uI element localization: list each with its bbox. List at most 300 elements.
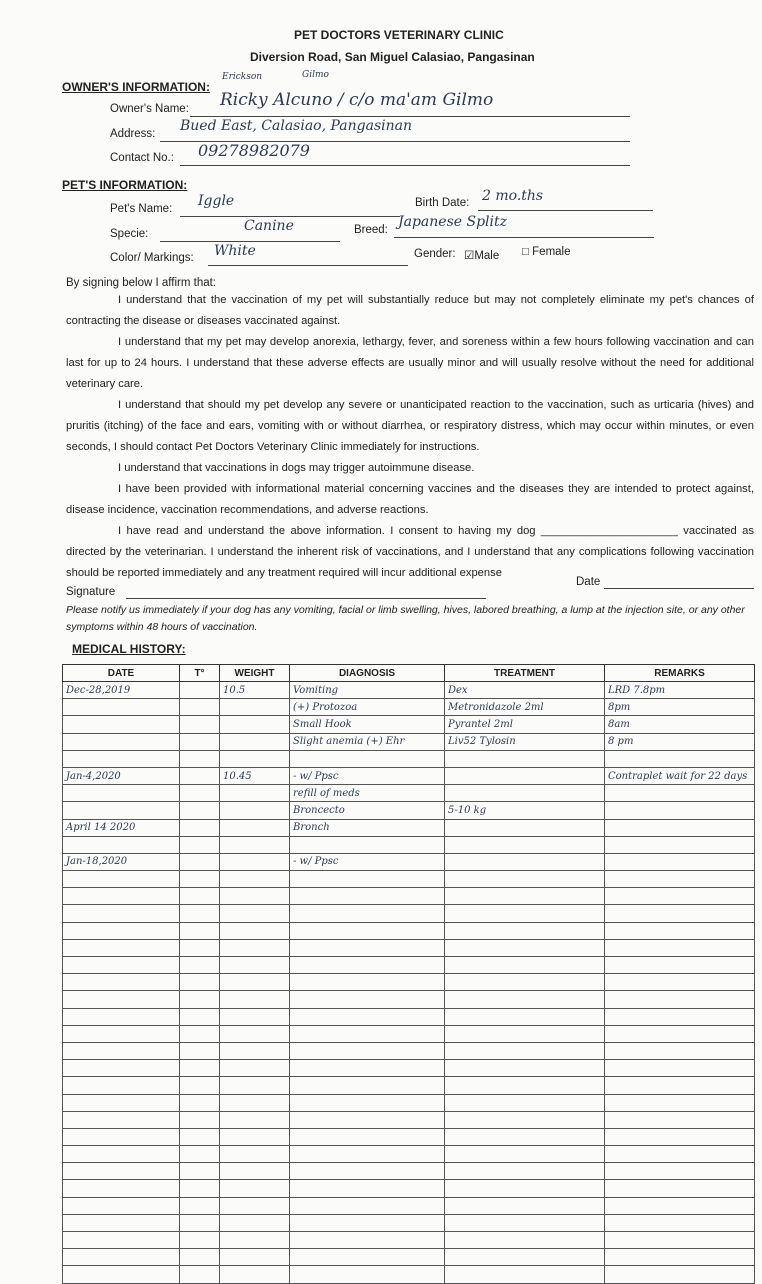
table-row <box>63 819 755 836</box>
history-cell <box>445 1077 605 1094</box>
vaccination-note: Please notify us immediately if your dog has any vomiting, facial or limb swelling, hives, labored breathing, a lump at the injection site, or any other symptoms within 48 hours of vaccination. <box>66 604 745 633</box>
history-cell: Jan-18,2020 <box>63 853 180 870</box>
history-cell <box>63 1146 180 1163</box>
history-cell <box>63 1266 180 1283</box>
table-row <box>63 1214 755 1231</box>
history-cell <box>605 1060 755 1077</box>
history-cell <box>605 1111 755 1128</box>
history-cell <box>290 871 445 888</box>
history-cell <box>445 1163 605 1180</box>
pet-gender-label: Gender: <box>414 248 456 260</box>
history-cell <box>63 1163 180 1180</box>
table-row <box>63 1232 755 1249</box>
history-cell <box>63 974 180 991</box>
history-cell <box>220 853 290 870</box>
history-cell <box>63 922 180 939</box>
history-cell <box>63 750 180 767</box>
history-cell: April 14 2020 <box>63 819 180 836</box>
history-cell <box>220 1025 290 1042</box>
table-row <box>63 767 755 784</box>
signature-line[interactable] <box>126 598 486 599</box>
history-cell <box>180 1008 220 1025</box>
owner-contact-label: Contact No.: <box>110 152 174 164</box>
history-cell <box>605 1266 755 1283</box>
table-row <box>63 785 755 802</box>
history-cell <box>180 1077 220 1094</box>
history-cell: 8pm <box>605 699 755 716</box>
consent-body <box>66 290 754 584</box>
history-cell: Vomiting <box>290 682 445 699</box>
history-cell <box>180 682 220 699</box>
history-cell: Bronch <box>290 819 445 836</box>
history-cell: Jan-4,2020 <box>63 767 180 784</box>
history-cell: 10.5 <box>220 682 290 699</box>
history-cell <box>63 888 180 905</box>
history-cell <box>605 1163 755 1180</box>
history-cell <box>220 785 290 802</box>
history-cell <box>290 1008 445 1025</box>
history-cell <box>180 939 220 956</box>
history-cell <box>220 1094 290 1111</box>
history-cell <box>290 888 445 905</box>
history-cell <box>445 1060 605 1077</box>
history-cell: Dex <box>445 682 605 699</box>
pet-specie-label: Specie: <box>110 228 149 240</box>
table-row <box>63 1094 755 1111</box>
table-row <box>63 1077 755 1094</box>
history-cell <box>220 1163 290 1180</box>
history-cell <box>445 922 605 939</box>
history-cell: 5-10 kg <box>445 802 605 819</box>
table-row <box>63 716 755 733</box>
history-cell <box>290 1111 445 1128</box>
history-cell <box>220 1111 290 1128</box>
history-cell <box>290 957 445 974</box>
history-cell <box>220 1146 290 1163</box>
history-cell <box>220 1197 290 1214</box>
consent-p4: I understand that vaccinations in dogs may trigger autoimmune disease. <box>118 462 475 474</box>
history-cell <box>63 733 180 750</box>
gender-male-option[interactable] <box>464 248 499 262</box>
history-cell <box>220 716 290 733</box>
history-cell <box>290 1163 445 1180</box>
table-row <box>63 922 755 939</box>
table-row <box>63 733 755 750</box>
history-cell <box>445 750 605 767</box>
history-cell <box>220 939 290 956</box>
history-cell <box>290 1180 445 1197</box>
consent-p6-end: vaccinated <box>683 525 737 537</box>
table-row <box>63 836 755 853</box>
history-header-row <box>63 665 755 682</box>
history-header-5: REMARKS <box>605 665 755 682</box>
history-cell <box>445 1008 605 1025</box>
history-cell <box>605 991 755 1008</box>
history-cell: Dec-28,2019 <box>63 682 180 699</box>
history-cell <box>220 699 290 716</box>
history-cell <box>605 819 755 836</box>
history-cell <box>180 871 220 888</box>
history-cell <box>605 888 755 905</box>
table-row <box>63 1266 755 1283</box>
table-row <box>63 853 755 870</box>
history-cell <box>605 802 755 819</box>
table-row <box>63 750 755 767</box>
history-cell <box>220 1077 290 1094</box>
owner-contact-line <box>180 165 630 166</box>
consent-p3: I understand that should my pet develop any severe or unanticipated reaction to the vaccination, such as urticaria (hives) and pruritis (itching) of the face and ears, vomiting with or without diarrhea, or respiratory distress, which may occur within minutes, or even seconds, I should contact Pet Doctors Veterinary Clinic immediately for instructions. <box>66 399 754 453</box>
history-cell: (+) Protozoa <box>290 699 445 716</box>
history-cell <box>220 905 290 922</box>
history-cell <box>290 1042 445 1059</box>
history-cell <box>180 853 220 870</box>
table-row <box>63 1146 755 1163</box>
history-cell <box>180 1197 220 1214</box>
history-cell <box>180 1180 220 1197</box>
history-cell: - w/ Ppsc <box>290 767 445 784</box>
history-cell: Small Hook <box>290 716 445 733</box>
date-label: Date <box>576 576 601 588</box>
history-cell <box>605 922 755 939</box>
medical-history-table <box>62 664 755 1284</box>
history-cell <box>220 733 290 750</box>
history-cell <box>63 957 180 974</box>
history-cell <box>445 957 605 974</box>
history-cell <box>445 1111 605 1128</box>
history-cell <box>220 871 290 888</box>
history-header-1: T° <box>180 665 220 682</box>
history-cell: refill of meds <box>290 785 445 802</box>
consent-intro: By signing below I affirm that: <box>66 277 216 289</box>
signature-label: Signature <box>66 586 116 598</box>
history-cell <box>220 1214 290 1231</box>
history-cell <box>63 1094 180 1111</box>
history-cell <box>605 853 755 870</box>
pet-color-value: White <box>214 243 256 259</box>
history-cell <box>63 1232 180 1249</box>
history-cell <box>445 1266 605 1283</box>
table-row <box>63 1180 755 1197</box>
history-cell <box>445 974 605 991</box>
owner-name-note-1: Erickson <box>222 72 263 82</box>
history-cell <box>180 836 220 853</box>
history-cell: 8 pm <box>605 733 755 750</box>
history-cell <box>445 1128 605 1145</box>
medical-history-title: MEDICAL HISTORY: <box>72 642 186 656</box>
owner-name-label: Owner's Name: <box>110 103 189 115</box>
pet-name-label: Pet's Name: <box>110 203 173 215</box>
history-cell <box>605 1042 755 1059</box>
history-cell <box>220 1232 290 1249</box>
history-cell <box>445 819 605 836</box>
table-row <box>63 1249 755 1266</box>
history-cell <box>220 888 290 905</box>
history-cell <box>605 1180 755 1197</box>
history-cell <box>180 699 220 716</box>
history-cell <box>605 1197 755 1214</box>
history-cell <box>605 1008 755 1025</box>
owner-name-note-2: Gilmo <box>302 70 329 80</box>
table-row <box>63 905 755 922</box>
history-cell <box>605 1094 755 1111</box>
history-cell <box>220 1249 290 1266</box>
history-cell: Pyrantel 2ml <box>445 716 605 733</box>
history-cell <box>220 1128 290 1145</box>
history-cell <box>220 974 290 991</box>
pet-color-line <box>208 265 408 266</box>
history-cell <box>220 802 290 819</box>
history-cell <box>63 802 180 819</box>
history-cell <box>445 836 605 853</box>
gender-female-label: Female <box>532 246 571 258</box>
owner-address-label: Address: <box>110 128 156 140</box>
history-cell <box>605 750 755 767</box>
history-cell <box>220 1008 290 1025</box>
date-line[interactable] <box>604 588 754 589</box>
history-cell <box>290 1077 445 1094</box>
history-cell <box>63 1025 180 1042</box>
table-row <box>63 1111 755 1128</box>
history-cell <box>445 1025 605 1042</box>
history-cell <box>63 1128 180 1145</box>
history-cell <box>445 1232 605 1249</box>
history-cell: 8am <box>605 716 755 733</box>
history-cell <box>220 1266 290 1283</box>
history-cell: LRD 7.8pm <box>605 682 755 699</box>
pet-breed-label: Breed: <box>354 224 388 236</box>
history-cell <box>290 1232 445 1249</box>
checked-box-icon: ☑ <box>464 250 475 262</box>
history-cell <box>605 1232 755 1249</box>
history-cell <box>180 1042 220 1059</box>
consent-p5: I have been provided with informational material concerning vaccines and the diseases they are intended to protect against, disease incidence, vaccination recommendations, and adverse reactions. <box>66 483 754 516</box>
history-cell <box>63 1197 180 1214</box>
pet-birth-line <box>478 210 653 211</box>
owner-address-value: Bued East, Calasiao, Pangasinan <box>180 118 413 134</box>
clinic-name: PET DOCTORS VETERINARY CLINIC <box>294 28 504 42</box>
history-cell <box>290 974 445 991</box>
history-cell <box>180 1111 220 1128</box>
history-cell <box>445 871 605 888</box>
history-cell <box>63 1042 180 1059</box>
history-cell <box>290 991 445 1008</box>
history-cell <box>180 1094 220 1111</box>
pet-color-label: Color/ Markings: <box>110 252 194 264</box>
history-cell <box>63 939 180 956</box>
history-cell <box>605 1249 755 1266</box>
history-cell <box>180 716 220 733</box>
pet-birth-value: 2 mo.ths <box>482 188 544 204</box>
empty-box-icon: □ <box>522 246 529 258</box>
history-cell <box>63 836 180 853</box>
gender-female-option[interactable] <box>522 246 571 258</box>
history-cell <box>290 1060 445 1077</box>
pet-birth-label: Birth Date: <box>415 197 470 209</box>
history-cell <box>180 1232 220 1249</box>
history-cell <box>445 888 605 905</box>
table-row <box>63 802 755 819</box>
history-cell <box>290 1249 445 1266</box>
history-cell <box>180 1025 220 1042</box>
history-cell: Slight anemia (+) Ehr <box>290 733 445 750</box>
history-cell <box>63 991 180 1008</box>
history-cell: Metronidazole 2ml <box>445 699 605 716</box>
history-cell <box>445 1146 605 1163</box>
history-cell <box>605 974 755 991</box>
history-cell <box>180 991 220 1008</box>
table-row <box>63 1163 755 1180</box>
history-cell <box>290 1128 445 1145</box>
history-cell: Contraplet wait for 22 days <box>605 767 755 784</box>
history-cell <box>63 1111 180 1128</box>
history-cell <box>220 922 290 939</box>
history-cell <box>445 1214 605 1231</box>
history-cell <box>290 1094 445 1111</box>
history-header-2: WEIGHT <box>220 665 290 682</box>
history-cell <box>63 871 180 888</box>
history-cell <box>445 1180 605 1197</box>
history-cell <box>180 802 220 819</box>
history-cell: Broncecto <box>290 802 445 819</box>
history-cell <box>605 939 755 956</box>
owner-name-line <box>190 116 630 117</box>
history-cell <box>220 957 290 974</box>
history-cell <box>180 819 220 836</box>
history-cell <box>180 1146 220 1163</box>
history-cell <box>220 1180 290 1197</box>
history-cell <box>605 785 755 802</box>
history-cell <box>220 1060 290 1077</box>
history-cell <box>605 1214 755 1231</box>
owner-section-title: OWNER'S INFORMATION: <box>62 80 210 94</box>
history-cell <box>63 1077 180 1094</box>
history-cell <box>180 905 220 922</box>
history-cell <box>445 767 605 784</box>
history-cell <box>180 974 220 991</box>
history-cell <box>605 1077 755 1094</box>
history-cell <box>180 957 220 974</box>
history-cell <box>445 991 605 1008</box>
history-cell <box>180 1249 220 1266</box>
history-cell <box>220 991 290 1008</box>
history-cell <box>605 1128 755 1145</box>
consent-p6-rest: as directed by the veterinarian. I understand the inherent risk of vaccinations, and I understand that any complications following vaccination should be reported immediately and any treatment required will incur additional expense <box>66 525 754 579</box>
history-cell <box>220 750 290 767</box>
history-cell <box>63 1060 180 1077</box>
history-cell <box>290 922 445 939</box>
table-row <box>63 1128 755 1145</box>
table-row <box>63 957 755 974</box>
table-row <box>63 974 755 991</box>
history-cell <box>445 1042 605 1059</box>
history-cell <box>180 1266 220 1283</box>
history-header-3: DIAGNOSIS <box>290 665 445 682</box>
table-row <box>63 991 755 1008</box>
table-row <box>63 871 755 888</box>
table-row <box>63 888 755 905</box>
consent-p2: I understand that my pet may develop anorexia, lethargy, fever, and soreness within a few hours following vaccination and can last for up to 24 hours. I understand that these adverse effects are usually minor and will usually resolve without the need for additional veterinary care. <box>66 336 754 390</box>
pet-breed-line <box>394 237 654 238</box>
history-cell <box>180 922 220 939</box>
history-cell <box>63 905 180 922</box>
pet-section-title: PET'S INFORMATION: <box>62 178 188 192</box>
history-cell <box>63 1249 180 1266</box>
table-row <box>63 1197 755 1214</box>
history-cell <box>290 905 445 922</box>
history-cell <box>290 750 445 767</box>
history-cell: - w/ Ppsc <box>290 853 445 870</box>
history-cell <box>220 1042 290 1059</box>
history-header-4: TREATMENT <box>445 665 605 682</box>
history-cell <box>63 1180 180 1197</box>
history-cell <box>605 836 755 853</box>
history-cell <box>180 785 220 802</box>
history-cell <box>290 1266 445 1283</box>
history-cell <box>605 1025 755 1042</box>
history-cell <box>290 1214 445 1231</box>
history-cell <box>180 767 220 784</box>
history-cell <box>605 871 755 888</box>
pet-name-line <box>180 216 400 217</box>
consent-p1: I understand that the vaccination of my pet will substantially reduce but may not completely eliminate my pet's chances of contracting the disease or diseases vaccinated against. <box>66 294 754 327</box>
table-row <box>63 1060 755 1077</box>
history-cell <box>290 939 445 956</box>
pet-breed-value: Japanese Splitz <box>398 214 507 230</box>
history-cell <box>445 905 605 922</box>
clinic-address: Diversion Road, San Miguel Calasiao, Pangasinan <box>250 50 535 64</box>
history-cell <box>180 1128 220 1145</box>
history-cell: 10.45 <box>220 767 290 784</box>
history-cell <box>220 836 290 853</box>
history-cell <box>445 939 605 956</box>
history-cell <box>180 750 220 767</box>
history-cell <box>180 1163 220 1180</box>
history-cell <box>220 819 290 836</box>
history-cell <box>290 1025 445 1042</box>
consent-p6: I have read and understand the above information. I consent to having my dog ______________________ vaccinated as directed by the veterinarian. I understand the inherent risk of vaccinations, and I understand that any complications following vaccination should be reported immediately and any treatment required will incur additional expense <box>66 525 754 579</box>
table-row <box>63 1008 755 1025</box>
history-cell <box>445 1249 605 1266</box>
history-body <box>63 682 755 1284</box>
history-cell <box>63 1214 180 1231</box>
history-cell <box>445 1197 605 1214</box>
history-cell <box>445 853 605 870</box>
pet-name-value: Iggle <box>198 193 235 209</box>
history-cell <box>605 957 755 974</box>
history-cell <box>63 699 180 716</box>
table-row <box>63 1025 755 1042</box>
table-row <box>63 682 755 699</box>
owner-contact-value: 09278982079 <box>198 141 310 160</box>
pet-specie-value: Canine <box>244 218 294 234</box>
history-cell <box>63 716 180 733</box>
table-row <box>63 1042 755 1059</box>
owner-name-value: Ricky Alcuno / c/o ma'am Gilmo <box>220 90 494 110</box>
history-cell <box>290 836 445 853</box>
table-row <box>63 699 755 716</box>
history-cell <box>180 888 220 905</box>
history-cell <box>605 1146 755 1163</box>
gender-male-label: Male <box>474 250 500 262</box>
consent-p6-start: I have read and understand the above information. I consent to having my dog <box>118 525 536 537</box>
history-cell <box>180 1214 220 1231</box>
pet-specie-line <box>160 241 340 242</box>
table-row <box>63 939 755 956</box>
history-cell <box>605 905 755 922</box>
history-cell <box>180 1060 220 1077</box>
history-cell <box>63 1008 180 1025</box>
history-cell <box>445 1094 605 1111</box>
